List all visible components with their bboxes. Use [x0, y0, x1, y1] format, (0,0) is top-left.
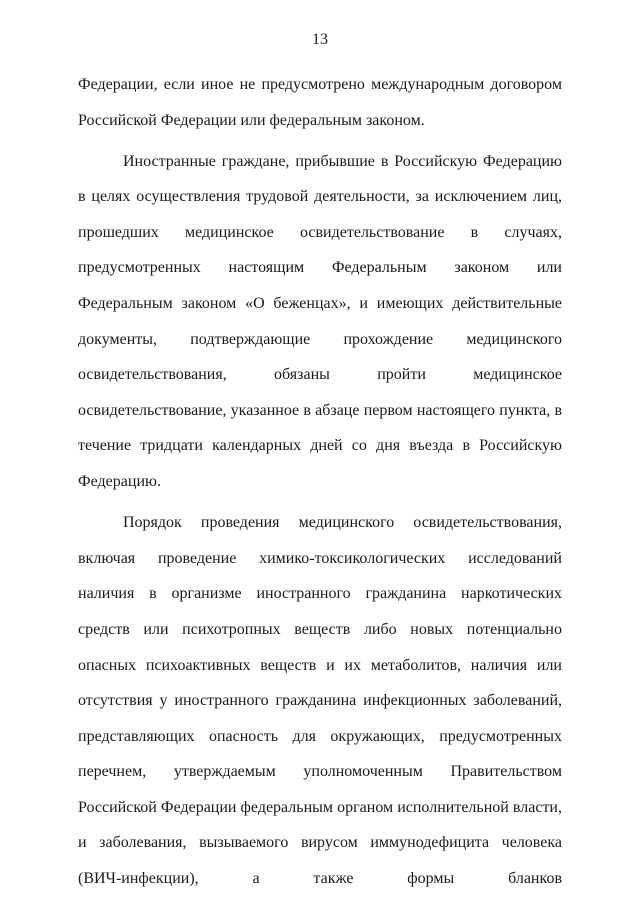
page-number: 13	[312, 31, 328, 48]
document-body	[78, 67, 562, 897]
paragraph-continuation: Федерации, если иное не предусмотрено международным договором Российской Федерации или федеральным законом.	[78, 76, 562, 129]
paragraph-foreign-workers-medical-exam: Иностранные граждане, прибывшие в Российскую Федерацию в целях осуществления трудовой деятельности, за исключением лиц, прошедших медицинское освидетельствование в случаях, предусмотренных настоящим Федеральным законом или Федеральным законом «О беженцах», и имеющих действительные документы, подтверждающие прохождение медицинского освидетельствования, обязаны пройти медицинское освидетельствование, указанное в абзаце первом настоящего пункта, в течение тридцати календарных дней со дня въезда в Российскую Федерацию.	[78, 152, 562, 491]
paragraph-exam-procedure: Порядок проведения медицинского освидетельствования, включая проведение химико-токсикологических исследований наличия в организме иностранного гражданина наркотических средств или психотропных веществ либо новых потенциально опасных психоактивных веществ и их метаболитов, наличия или отсутствия у иностранного гражданина инфекционных заболеваний, представляющих опасность для окружающих, предусмотренных перечнем, утверждаемым уполномоченным Правительством Российской Федерации федеральным органом исполнительной власти, и заболевания, вызываемого вирусом иммунодефицита человека (ВИЧ-инфекции), а также формы бланков	[78, 514, 562, 888]
